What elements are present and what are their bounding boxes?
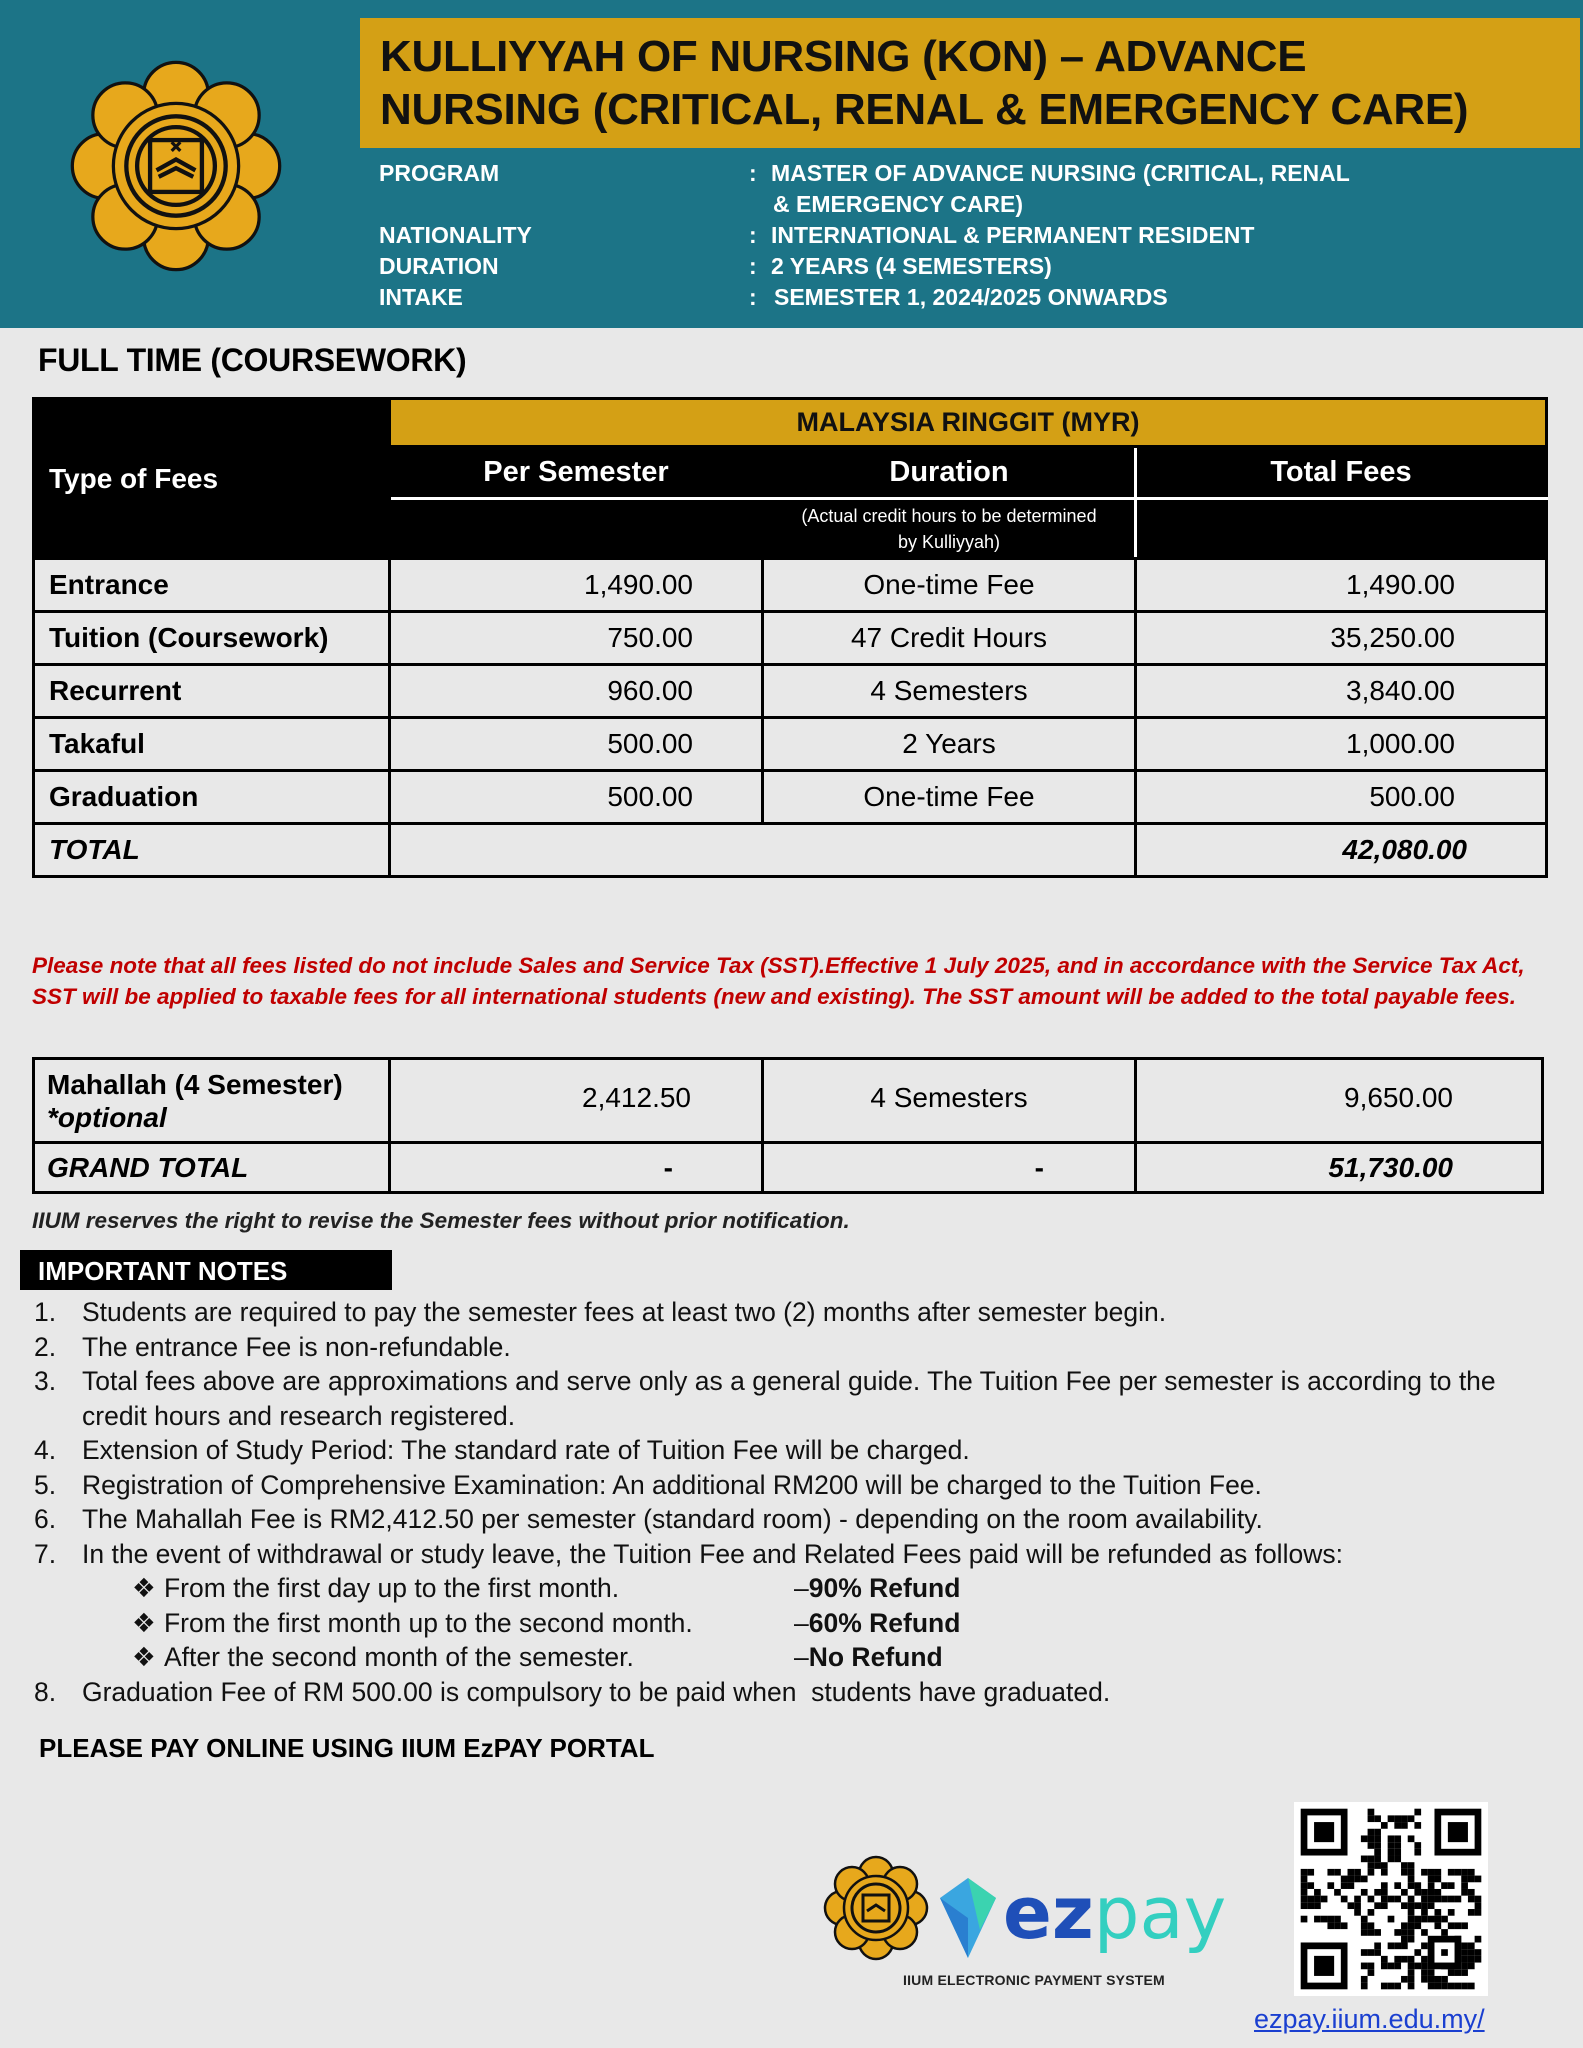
fee-total: 500.00 — [1136, 771, 1547, 824]
refund-item — [34, 1640, 1534, 1675]
total-value: 42,080.00 — [1136, 824, 1547, 877]
note-number: 4. — [34, 1435, 57, 1465]
mahallah-duration: 4 Semesters — [763, 1059, 1136, 1143]
fee-type: Entrance — [34, 559, 390, 612]
blank-header-cell — [390, 499, 763, 559]
fee-per-semester: 500.00 — [390, 771, 763, 824]
list-item — [34, 1468, 1534, 1503]
meta-label-duration: DURATION — [379, 253, 499, 279]
col-header-duration: Duration — [763, 447, 1136, 499]
note-text: In the event of withdrawal or study leave, the Tuition Fee and Related Fees paid will be refunded as follows: — [82, 1538, 1343, 1569]
refund-dash: – — [794, 1607, 809, 1638]
note-text: The entrance Fee is non-refundable. — [82, 1331, 511, 1362]
qr-code-icon — [1294, 1802, 1488, 1996]
list-item — [34, 1502, 1534, 1537]
meta-row-nationality — [379, 220, 1529, 251]
fee-total: 1,490.00 — [1136, 559, 1547, 612]
refund-value: No Refund — [808, 1642, 943, 1672]
duration-note-line2: by Kulliyyah) — [897, 531, 1001, 552]
meta-colon: : — [749, 253, 757, 279]
grand-total-duration: - — [763, 1143, 1136, 1193]
table-row — [34, 559, 1547, 612]
fee-type: Takaful — [34, 718, 390, 771]
fee-type: Recurrent — [34, 665, 390, 718]
list-item — [34, 1295, 1534, 1330]
diamond-bullet-icon: ❖ — [132, 1607, 156, 1638]
reserve-note: IIUM reserves the right to revise the Semester fees without prior notification. — [32, 1208, 850, 1233]
fee-per-semester: 960.00 — [390, 665, 763, 718]
duration-note — [763, 499, 1136, 559]
sst-note: Please note that all fees listed do not include Sales and Service Tax (SST).Effective 1 July 2025, and in accordance with the Service Tax Act, SST will be applied to taxable fees for all international students (new and existing). The SST amount will be added to the total payable fees. — [32, 953, 1525, 1009]
ezpay-wordmark: ezpay — [1003, 1871, 1227, 1955]
refund-value: 60% Refund — [808, 1607, 961, 1638]
type-of-fees-header: Type of Fees — [34, 399, 390, 559]
refund-item — [34, 1571, 1534, 1606]
title-box — [360, 18, 1580, 148]
note-text: Total fees above are approximations and serve only as a general guide. The Tuition Fee per semester is according to the credit hours and research registered. — [82, 1366, 1496, 1431]
important-notes-list — [34, 1295, 1534, 1709]
mahallah-optional-label: *optional — [47, 1101, 167, 1133]
refund-period: After the second month of the semester. — [164, 1642, 634, 1672]
mahallah-label-line1: Mahallah (4 Semester) — [47, 1068, 343, 1100]
refund-period: From the first day up to the first month. — [164, 1573, 620, 1603]
diamond-bullet-icon: ❖ — [132, 1573, 156, 1603]
fee-duration: 4 Semesters — [763, 665, 1136, 718]
duration-note-line1: (Actual credit hours to be determined — [801, 505, 1097, 526]
page-title-line1: KULLIYYAH OF NURSING (KON) – ADVANCE — [380, 32, 1307, 81]
grand-total-per-semester: - — [390, 1143, 763, 1193]
program-meta — [379, 158, 1529, 313]
meta-value-duration: 2 YEARS (4 SEMESTERS) — [771, 253, 1052, 279]
diamond-bullet-icon: ❖ — [132, 1642, 156, 1672]
table-row — [34, 718, 1547, 771]
note-number: 2. — [34, 1331, 57, 1362]
table-row — [34, 771, 1547, 824]
note-number: 7. — [34, 1538, 57, 1569]
grand-total-label: GRAND TOTAL — [34, 1143, 390, 1193]
blank-header-cell — [1136, 499, 1547, 559]
mahallah-row — [34, 1059, 1543, 1143]
iium-logo-icon — [68, 58, 284, 274]
note-text: Extension of Study Period: The standard rate of Tuition Fee will be charged. — [82, 1435, 970, 1465]
note-number: 6. — [34, 1504, 57, 1534]
fee-per-semester: 500.00 — [390, 718, 763, 771]
col-header-total: Total Fees — [1136, 447, 1547, 499]
note-number: 8. — [34, 1676, 57, 1707]
meta-label-program: PROGRAM — [379, 160, 500, 186]
total-label: TOTAL — [34, 824, 390, 877]
fee-type: Tuition (Coursework) — [34, 612, 390, 665]
meta-colon: : — [749, 222, 757, 248]
col-header-per-semester: Per Semester — [390, 447, 763, 499]
meta-row-program-cont — [379, 189, 1529, 220]
grand-total-value: 51,730.00 — [1136, 1143, 1543, 1193]
meta-label-intake: INTAKE — [379, 284, 463, 310]
refund-value: 90% Refund — [808, 1573, 961, 1603]
meta-value-nationality: INTERNATIONAL & PERMANENT RESIDENT — [771, 222, 1255, 248]
meta-row-duration — [379, 251, 1529, 282]
refund-dash: – — [794, 1642, 809, 1672]
meta-colon: : — [749, 284, 757, 310]
meta-value-program-cont: & EMERGENCY CARE) — [773, 191, 1024, 217]
currency-header: MALAYSIA RINGGIT (MYR) — [390, 399, 1547, 447]
list-item — [34, 1675, 1534, 1710]
fee-total: 35,250.00 — [1136, 612, 1547, 665]
mahallah-total: 9,650.00 — [1136, 1059, 1543, 1143]
mahallah-per-semester: 2,412.50 — [390, 1059, 763, 1143]
meta-value-program: MASTER OF ADVANCE NURSING (CRITICAL, RENAL — [771, 160, 1350, 186]
fee-type: Graduation — [34, 771, 390, 824]
list-item — [34, 1433, 1534, 1468]
fee-duration: One-time Fee — [763, 771, 1136, 824]
table-row — [34, 612, 1547, 665]
section-title: FULL TIME (COURSEWORK) — [38, 342, 467, 378]
fee-duration: 2 Years — [763, 718, 1136, 771]
fee-duration: One-time Fee — [763, 559, 1136, 612]
meta-value-intake: SEMESTER 1, 2024/2025 ONWARDS — [774, 284, 1168, 310]
meta-row-program — [379, 158, 1529, 189]
note-text: The Mahallah Fee is RM2,412.50 per semester (standard room) - depending on the room availability. — [82, 1504, 1263, 1534]
page-title-line2: NURSING (CRITICAL, RENAL & EMERGENCY CARE) — [380, 85, 1469, 134]
ezpay-caption: IIUM ELECTRONIC PAYMENT SYSTEM — [903, 1972, 1165, 1988]
fee-per-semester: 750.00 — [390, 612, 763, 665]
ezpay-link[interactable]: ezpay.iium.edu.my/ — [1254, 2004, 1485, 2034]
note-text: Graduation Fee of RM 500.00 is compulsory to be paid when students have graduated. — [82, 1676, 1111, 1707]
fee-per-semester: 1,490.00 — [390, 559, 763, 612]
refund-period: From the first month up to the second month. — [164, 1607, 693, 1638]
note-number: 1. — [34, 1297, 57, 1327]
important-notes-title: IMPORTANT NOTES — [20, 1250, 392, 1290]
fee-duration: 47 Credit Hours — [763, 612, 1136, 665]
total-row — [34, 824, 1547, 877]
refund-item — [34, 1606, 1534, 1641]
list-item — [34, 1330, 1534, 1365]
total-blank-cell — [390, 824, 1136, 877]
fee-total: 3,840.00 — [1136, 665, 1547, 718]
note-text: Registration of Comprehensive Examination: An additional RM200 will be charged to the Tuition Fee. — [82, 1469, 1262, 1500]
ezpay-logo — [818, 1838, 1258, 1988]
refund-dash: – — [794, 1573, 809, 1603]
list-item — [34, 1364, 1534, 1433]
table-row — [34, 665, 1547, 718]
mahallah-table — [32, 1057, 1544, 1194]
iium-small-logo-icon — [825, 1857, 927, 1959]
list-item — [34, 1537, 1534, 1572]
mahallah-label — [34, 1059, 390, 1143]
meta-label-nationality: NATIONALITY — [379, 222, 532, 248]
grand-total-row — [34, 1143, 1543, 1193]
fee-table — [32, 397, 1548, 878]
meta-row-intake — [379, 282, 1529, 313]
pay-online-notice: PLEASE PAY ONLINE USING IIUM EzPAY PORTAL — [39, 1733, 655, 1763]
note-number: 3. — [34, 1366, 57, 1396]
header-band — [0, 0, 1583, 328]
meta-colon: : — [749, 160, 757, 186]
fee-total: 1,000.00 — [1136, 718, 1547, 771]
note-text: Students are required to pay the semester fees at least two (2) months after semester begin. — [82, 1297, 1167, 1327]
note-number: 5. — [34, 1469, 57, 1500]
